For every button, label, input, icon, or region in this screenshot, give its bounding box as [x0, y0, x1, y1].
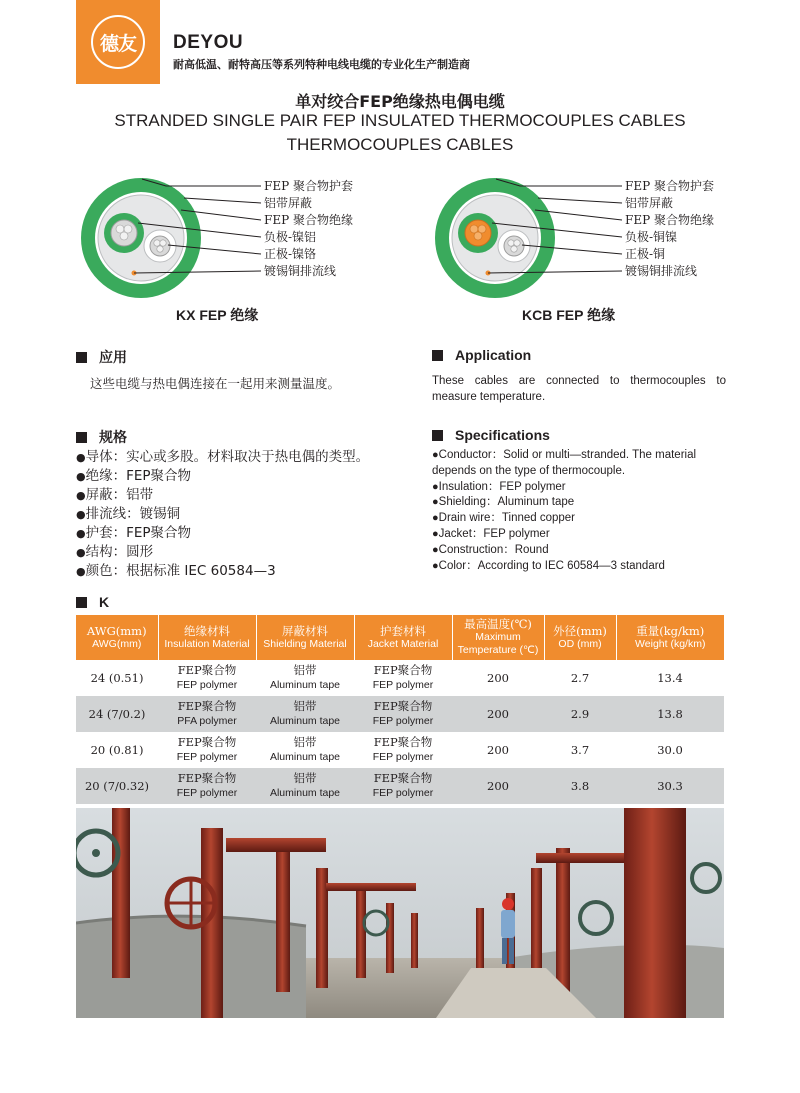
specifications-list-en — [432, 448, 728, 574]
list-item: ●Construction：Round — [432, 543, 549, 556]
square-bullet-icon — [76, 597, 87, 608]
list-item: ●结构：圆形 — [76, 544, 154, 560]
cable-diagram-kx — [76, 178, 376, 298]
list-item: ●排流线：镀锡铜 — [76, 506, 181, 522]
brand-tagline: 耐高低温、耐特高压等系列特种电线电缆的专业化生产制造商 — [173, 58, 470, 71]
list-item: ●Conductor：Solid or multi—stranded. The material depends on the type of thermocouple. — [432, 449, 697, 477]
list-item: ●Jacket：FEP polymer — [432, 527, 550, 540]
worker-helmet — [502, 898, 514, 910]
logo-text: 德友 — [99, 32, 136, 55]
spec-table — [76, 615, 724, 804]
label-jacket: FEP 聚合物护套 — [625, 179, 714, 193]
table-row: 24 (7/0.2) FEP聚合物 PFA polymer 铝带 Aluminum tape FEP聚合物 FEP polymer 200 2.9 13.8 — [76, 696, 724, 732]
list-item: ●颜色：根据标准 IEC 60584—3 — [76, 563, 276, 579]
label-negative: 负极-铜镍 — [625, 230, 678, 244]
list-item: ●导体：实心或多股。材料取决于热电偶的类型。 — [76, 449, 370, 465]
label-insulation: FEP 聚合物绝缘 — [625, 213, 714, 227]
list-item: ●Insulation：FEP polymer — [432, 480, 566, 493]
square-bullet-icon — [432, 350, 443, 361]
page-title-en: STRANDED SINGLE PAIR FEP INSULATED THERMOCOUPLES CABLES — [114, 111, 686, 130]
label-insulation: FEP 聚合物绝缘 — [264, 213, 353, 227]
label-positive: 正极-镍铬 — [264, 247, 317, 261]
label-shield: 铝带屏蔽 — [264, 196, 313, 210]
specifications-heading-cn: 规格 — [76, 427, 127, 447]
col-awg: AWG(mm) AWG(mm) — [76, 615, 158, 660]
industrial-pipes-photo — [76, 808, 724, 1018]
specifications-heading-en: Specifications — [432, 427, 550, 443]
col-shielding: 屏蔽材料 Shielding Material — [256, 615, 354, 660]
label-jacket: FEP 聚合物护套 — [264, 179, 353, 193]
application-text-en: These cables are connected to thermocouples to measure temperature. — [432, 375, 726, 403]
table-row: 20 (7/0.32) FEP聚合物 FEP polymer 铝带 Aluminum tape FEP聚合物 FEP polymer 200 3.8 30.3 — [76, 768, 724, 804]
brand-name: DEYOU — [173, 32, 244, 53]
label-drain: 镀锡铜排流线 — [264, 264, 337, 278]
cable-diagram-kcb — [430, 178, 730, 298]
label-negative: 负极-镍铝 — [264, 230, 317, 244]
square-bullet-icon — [76, 432, 87, 443]
list-item: ●Drain wire：Tinned copper — [432, 512, 576, 525]
application-text-cn: 这些电缆与热电偶连接在一起用来测量温度。 — [90, 376, 341, 391]
list-item: ●屏蔽：铝带 — [76, 487, 154, 503]
caption-kx: KX FEP 绝缘 — [176, 307, 259, 323]
label-positive: 正极-铜 — [625, 247, 666, 261]
list-item: ●绝缘：FEP聚合物 — [76, 468, 192, 484]
square-bullet-icon — [76, 352, 87, 363]
table-header-row — [76, 615, 724, 660]
table-heading: K — [76, 594, 109, 610]
col-jacket: 护套材料 Jacket Material — [354, 615, 452, 660]
application-heading-en: Application — [432, 347, 531, 363]
col-od: 外径(mm) OD (mm) — [544, 615, 616, 660]
table-row: 24 (0.51) FEP聚合物 FEP polymer 铝带 Aluminum tape FEP聚合物 FEP polymer 200 2.7 13.4 — [90, 663, 683, 691]
specifications-list-cn — [76, 448, 369, 581]
list-item: ●护套：FEP聚合物 — [76, 525, 192, 541]
list-item: ●Shielding：Aluminum tape — [432, 496, 575, 509]
application-heading-cn: 应用 — [76, 347, 127, 367]
table-row: 20 (0.81) FEP聚合物 FEP polymer 铝带 Aluminum tape FEP聚合物 FEP polymer 200 3.7 30.0 — [90, 735, 683, 763]
logo — [76, 0, 160, 84]
caption-kcb: KCB FEP 绝缘 — [522, 307, 616, 323]
logo-circle — [91, 15, 145, 69]
list-item: ●Color：According to IEC 60584—3 standard — [432, 559, 665, 572]
label-drain: 镀锡铜排流线 — [625, 264, 698, 278]
col-max-temp: 最高温度(℃) Maximum Temperature (℃) — [452, 615, 544, 660]
col-weight: 重量(kg/km) Weight (kg/km) — [616, 615, 724, 660]
col-insulation: 绝缘材料 Insulation Material — [158, 615, 256, 660]
page-title-cn: 单对绞合FEP绝缘热电偶电缆 — [295, 92, 505, 111]
page-subtitle-en: THERMOCOUPLES CABLES — [286, 135, 514, 154]
square-bullet-icon — [432, 430, 443, 441]
label-shield: 铝带屏蔽 — [625, 196, 674, 210]
